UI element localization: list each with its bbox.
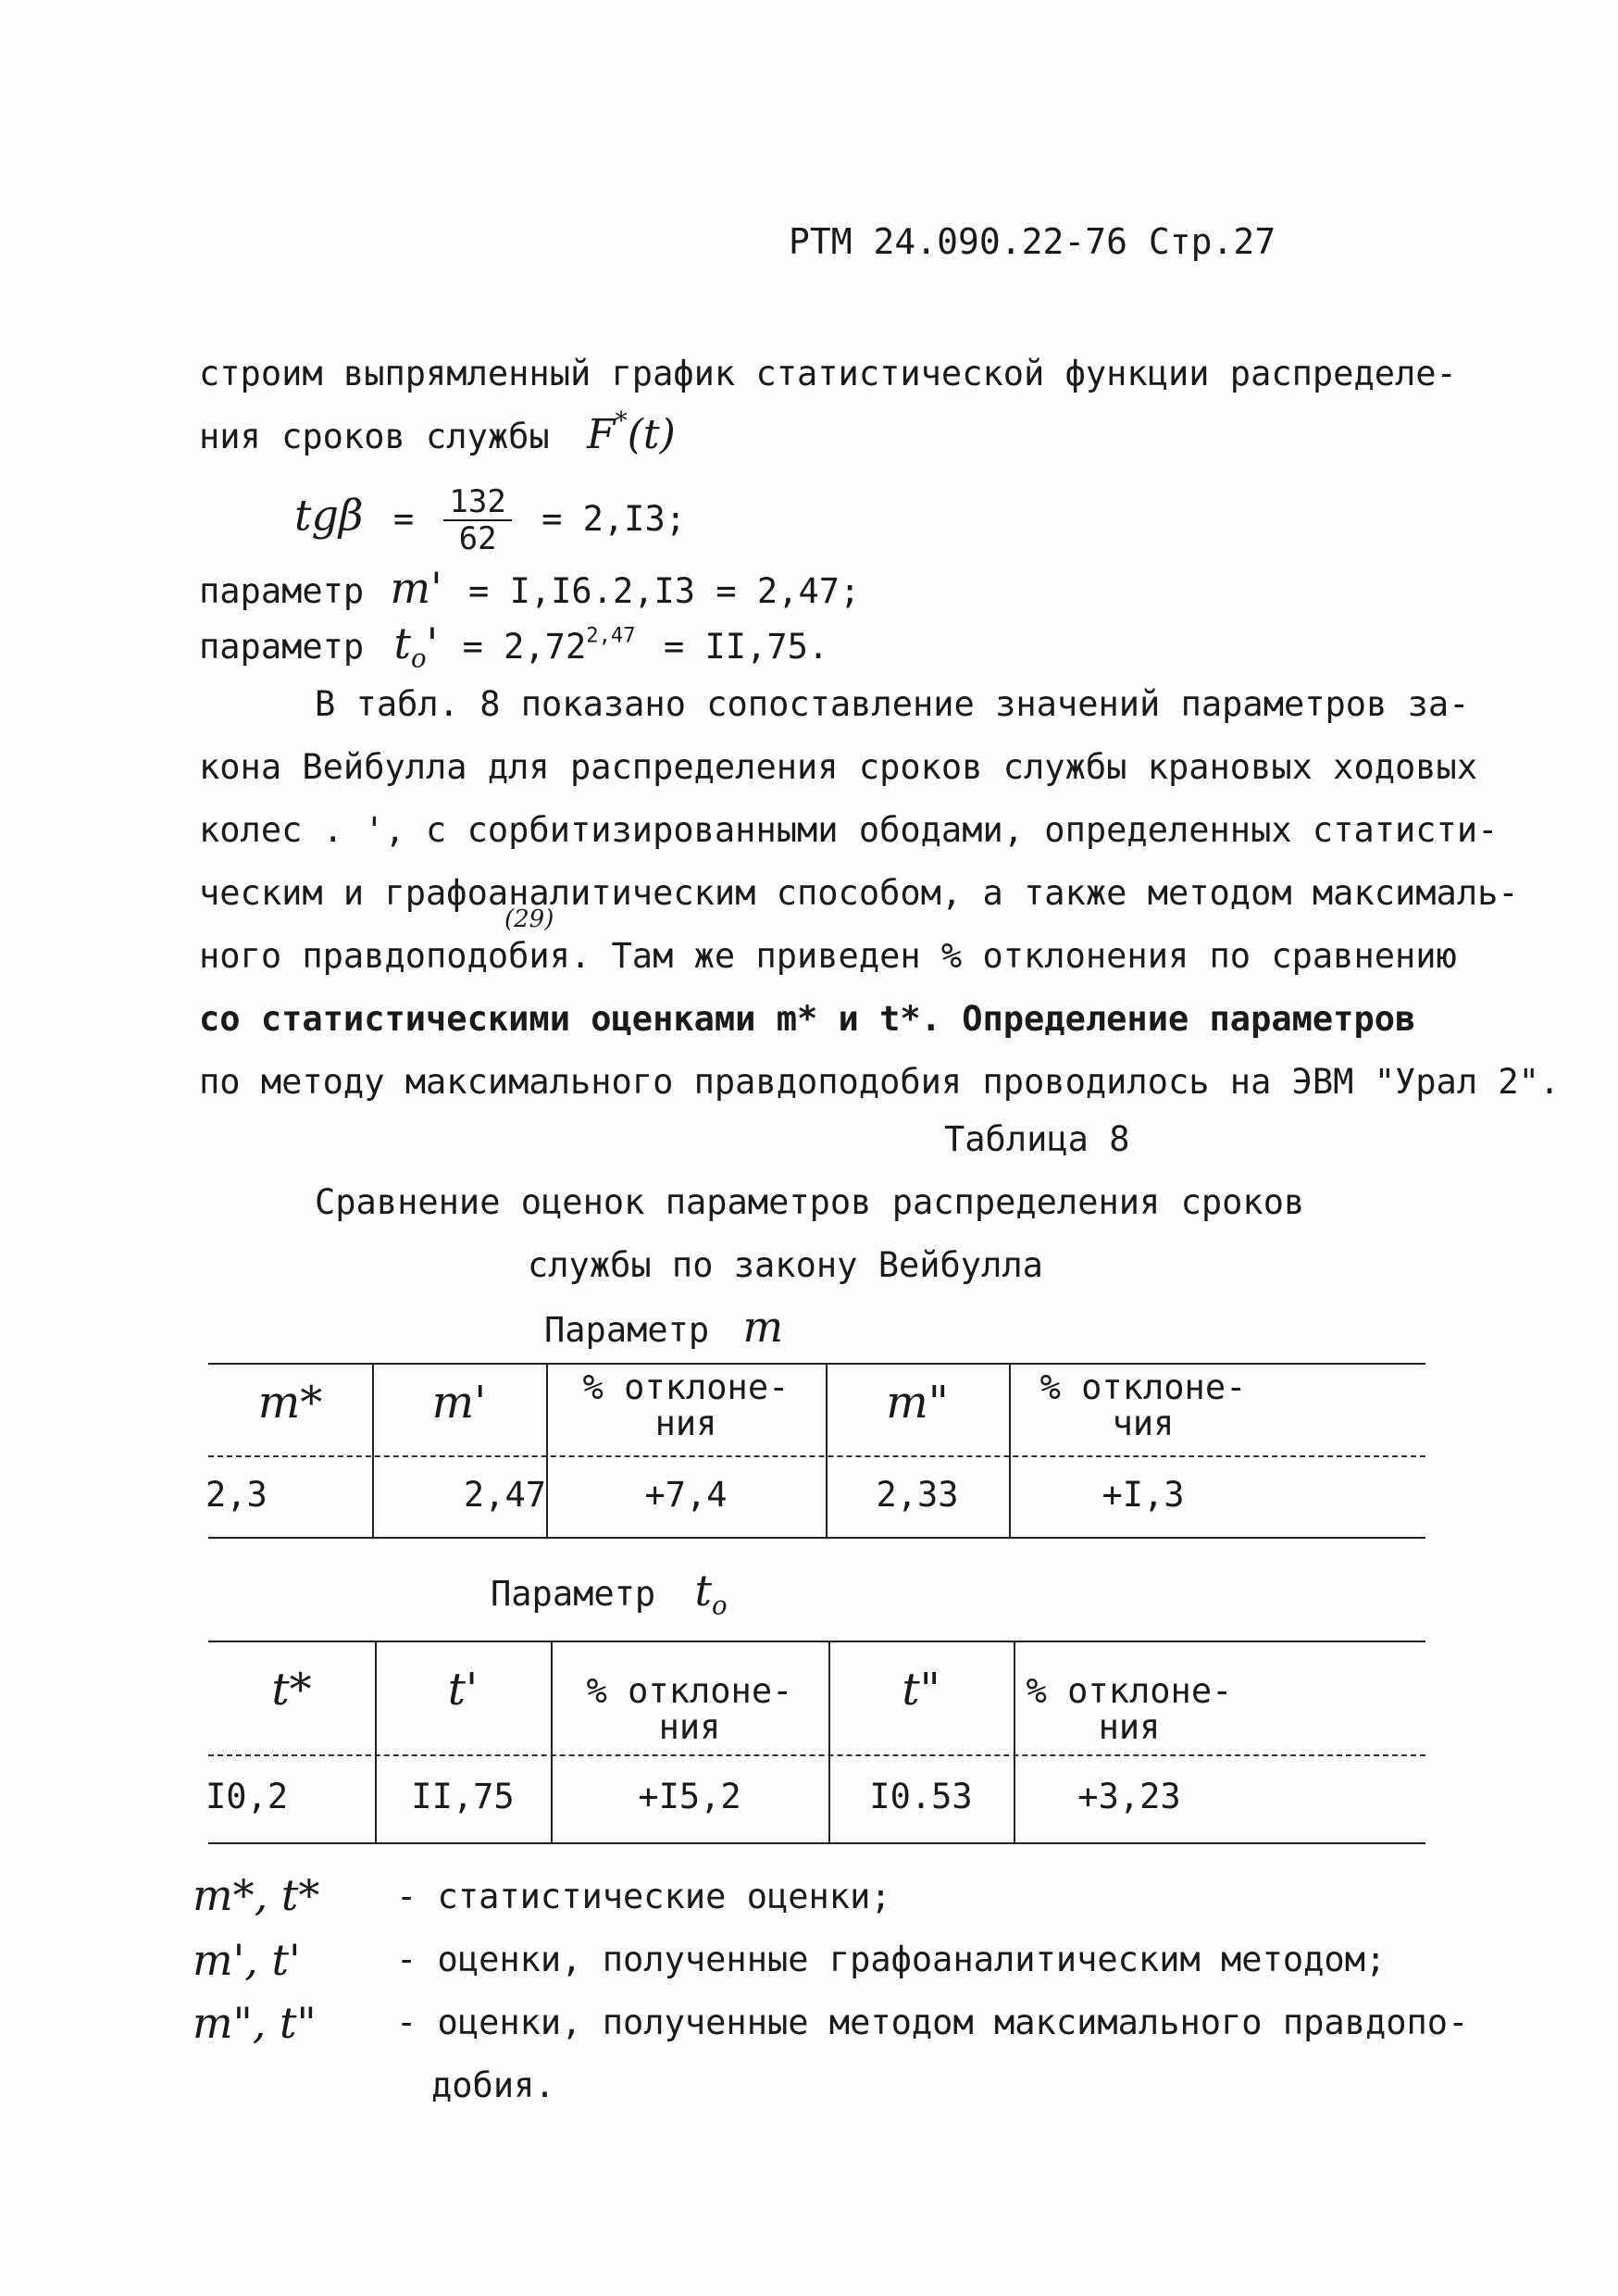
legend-symbols: m", t" bbox=[193, 1998, 317, 2048]
table-m-header-cell: m* bbox=[257, 1377, 323, 1429]
table-m-value-cell: 2,47 bbox=[463, 1475, 546, 1515]
table-m-header-cell: % отклоне- ния bbox=[582, 1367, 790, 1443]
para-line-6: со статистическими оценками m* и t*. Определение параметров bbox=[199, 999, 1416, 1039]
table-m-value-cell: 2,3 bbox=[205, 1475, 268, 1515]
body-line-2-text: ния сроков службы bbox=[199, 417, 550, 456]
table-m-header-cell: % отклоне- чия bbox=[1039, 1367, 1247, 1443]
table-m-header-cell: m' bbox=[431, 1377, 487, 1429]
para-line-2: кона Вейбулла для распределения сроков службы крановых ходовых bbox=[199, 747, 1478, 787]
page-header: РТМ 24.090.22-76 Стр.27 bbox=[789, 221, 1276, 262]
table-m-header-rule bbox=[208, 1455, 1425, 1457]
table-t-value-cell: I0,2 bbox=[205, 1777, 289, 1816]
table-m-value-cell: +7,4 bbox=[644, 1475, 728, 1515]
table-t-header-cell: t" bbox=[902, 1664, 940, 1716]
table-t-value-cell: +I5,2 bbox=[638, 1777, 741, 1816]
m-prime-symbol: m' bbox=[390, 563, 442, 613]
equation-m-prime bbox=[199, 563, 861, 613]
table-m-header-cell: m" bbox=[886, 1377, 949, 1429]
eq3-label: параметр bbox=[199, 627, 365, 667]
table-t-param-label: Параметр bbox=[491, 1574, 656, 1614]
eq3-value: = II,75. bbox=[663, 627, 829, 667]
legend-symbols: m', t' bbox=[193, 1935, 301, 1985]
fraction-denominator: 62 bbox=[458, 520, 497, 557]
legend-text: - оценки, полученные графоаналитическим методом; bbox=[396, 1940, 1387, 1979]
table-m-caption bbox=[544, 1302, 784, 1352]
table-label: Таблица 8 bbox=[944, 1119, 1130, 1159]
table-t-bottom-rule bbox=[208, 1842, 1425, 1844]
para-line-4: ческим и графоаналитическим способом, а также методом максималь- bbox=[199, 873, 1519, 913]
para-line-7: по методу максимального правдоподобия проводилось на ЭВМ "Урал 2". bbox=[199, 1062, 1561, 1102]
table-m-top-rule bbox=[208, 1363, 1425, 1365]
handwritten-insertion: (29) bbox=[504, 905, 554, 933]
table-m-bottom-rule bbox=[208, 1537, 1425, 1539]
eq3-base: = 2,72 bbox=[462, 627, 587, 667]
t0-prime-symbol: $t_o'$ bbox=[393, 618, 439, 674]
eq2-label: параметр bbox=[199, 571, 365, 611]
eq3-exponent: 2,47 bbox=[586, 623, 636, 648]
equation-t0-prime bbox=[199, 618, 829, 674]
table-t-header-cell: t' bbox=[447, 1664, 479, 1716]
table-t-value-cell: II,75 bbox=[411, 1777, 515, 1816]
tg-beta-result: = 2,I3; bbox=[541, 498, 687, 539]
eq2-value: = I,I6.2,I3 = 2,47; bbox=[468, 571, 861, 611]
fraction-132-62 bbox=[443, 483, 511, 557]
table-t-value-cell: I0.53 bbox=[869, 1777, 973, 1816]
para-line-5: ного правдоподобия. Там же приведен % отклонения по сравнению bbox=[199, 936, 1457, 976]
legend-text: - оценки, полученные методом максимального правдопо- bbox=[396, 2003, 1469, 2042]
table-t-param-symbol: $t_o$ bbox=[694, 1566, 728, 1621]
table-t-header-rule bbox=[208, 1754, 1425, 1756]
para-line-1: В табл. 8 показано сопоставление значений параметров за- bbox=[315, 684, 1470, 724]
legend-text: - статистические оценки; bbox=[396, 1877, 891, 1916]
legend-text-continuation: добия. bbox=[431, 2065, 555, 2105]
table-m-value-cell: 2,33 bbox=[876, 1475, 959, 1515]
fraction-numerator: 132 bbox=[443, 486, 511, 521]
table-m-param-symbol: m bbox=[742, 1302, 784, 1352]
legend-symbols: m*, t* bbox=[193, 1870, 320, 1920]
table-m-param-label: Параметр bbox=[544, 1310, 710, 1350]
table-m-value-cell: +I,3 bbox=[1101, 1475, 1185, 1515]
table-title-line-2: службы по закону Вейбулла bbox=[528, 1245, 1043, 1285]
body-line-1: строим выпрямленный график статистической функции распределе- bbox=[199, 354, 1457, 393]
body-line-2 bbox=[199, 406, 676, 458]
distribution-function-symbol: F*(t) bbox=[586, 406, 676, 458]
table-t-value-cell: +3,23 bbox=[1077, 1777, 1181, 1816]
table-title-line-1: Сравнение оценок параметров распределения сроков bbox=[315, 1182, 1305, 1222]
para-line-3: колес . ', с сорбитизированными ободами, определенных статисти- bbox=[199, 810, 1499, 850]
table-t-header-cell: t* bbox=[271, 1664, 312, 1716]
table-t-caption bbox=[491, 1566, 728, 1621]
equation-tg-beta bbox=[294, 483, 687, 557]
tg-beta-symbol: tgβ bbox=[294, 490, 364, 541]
table-t-header-cell: % отклоне- ния bbox=[586, 1671, 793, 1747]
table-t-header-cell: % отклоне- ния bbox=[1026, 1671, 1233, 1747]
table-t-top-rule bbox=[208, 1641, 1425, 1642]
equals-sign: = bbox=[392, 498, 415, 539]
